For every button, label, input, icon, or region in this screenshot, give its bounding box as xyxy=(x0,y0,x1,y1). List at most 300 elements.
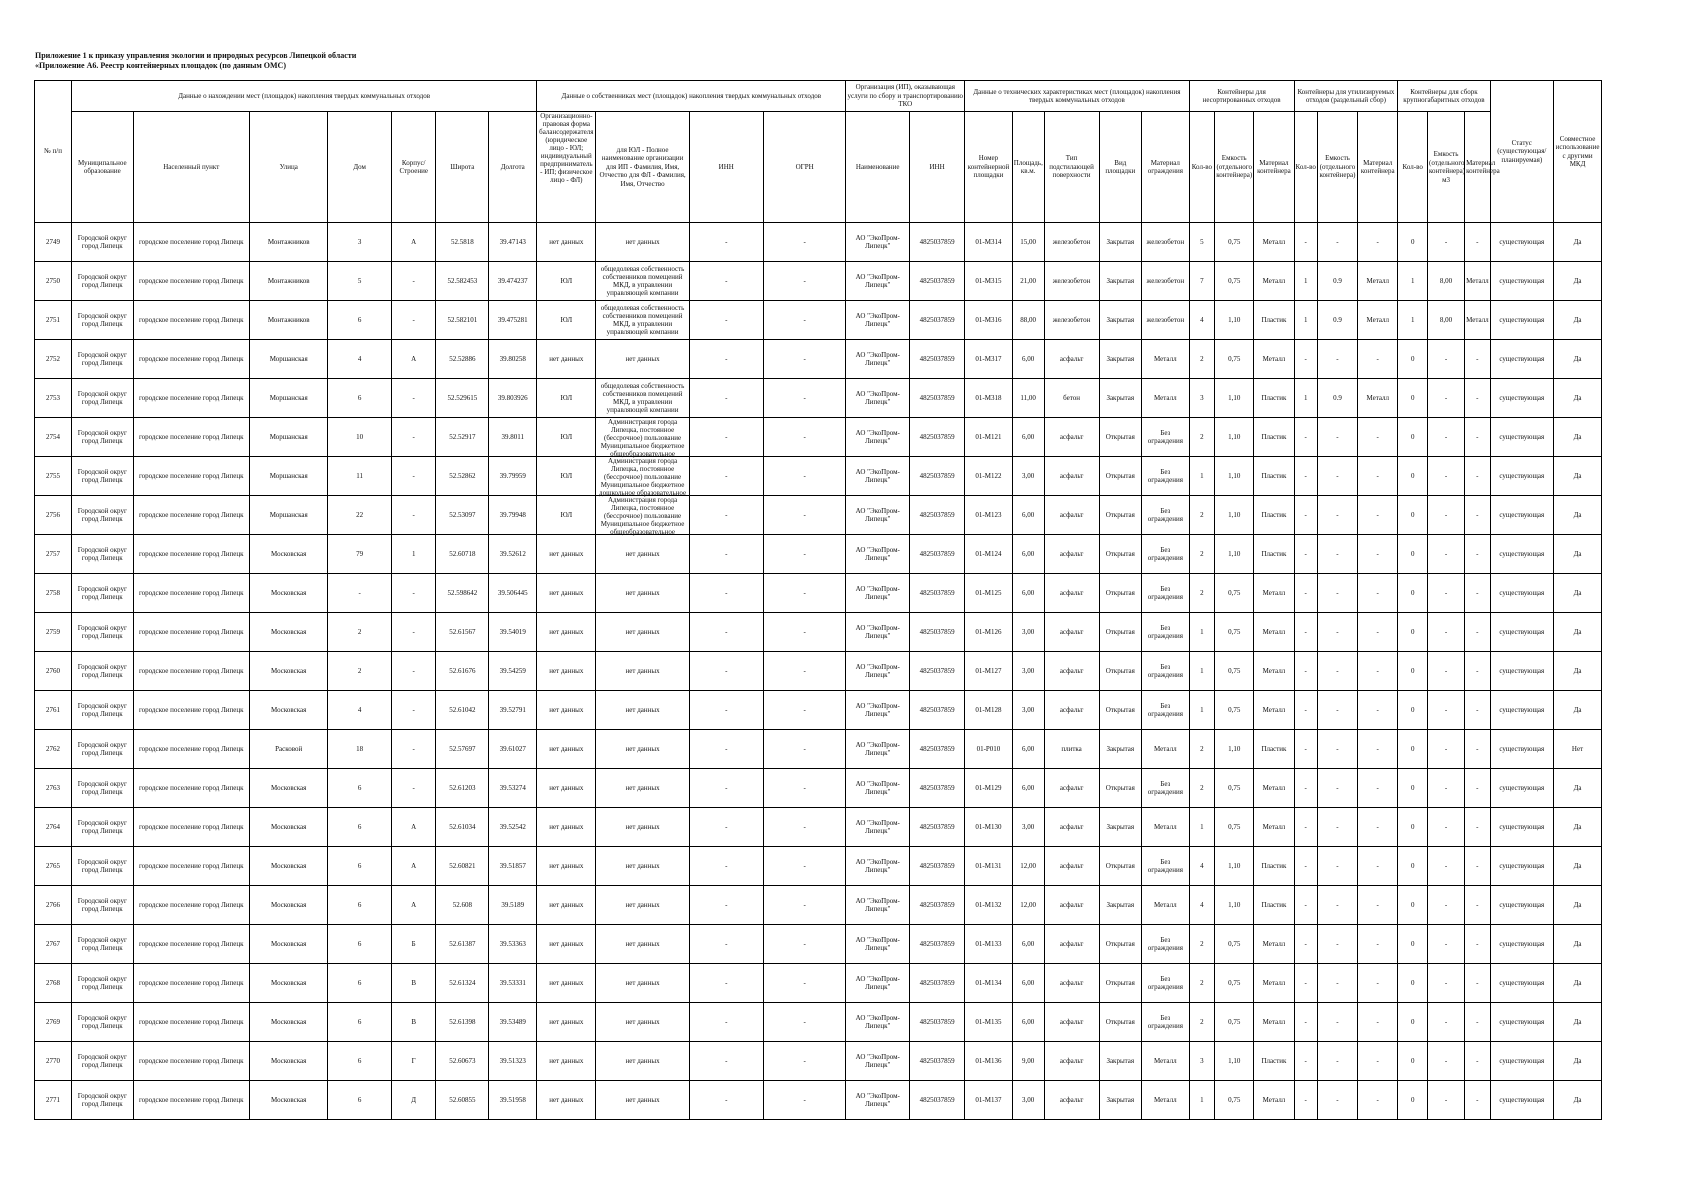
table-cell: 0,75 xyxy=(1215,652,1254,691)
table-cell: - xyxy=(1428,535,1465,574)
table-cell: 0 xyxy=(1398,730,1428,769)
owner-name-text: нет данных xyxy=(625,784,660,792)
table-cell: городское поселение город Липецк xyxy=(133,1081,250,1120)
table-cell: городское поселение город Липецк xyxy=(133,769,250,808)
table-cell: Металл xyxy=(1254,808,1294,847)
table-cell: Да xyxy=(1554,1042,1602,1081)
table-cell: 12,00 xyxy=(1012,886,1044,925)
table-cell: АО "ЭкоПром-Липецк" xyxy=(846,691,910,730)
table-cell: - xyxy=(1465,886,1490,925)
table-cell xyxy=(596,808,689,847)
table-cell xyxy=(596,223,689,262)
column-header: Тип подстилающей поверхности xyxy=(1044,112,1099,223)
table-cell: Пластик xyxy=(1254,535,1294,574)
table-cell: АО "ЭкоПром-Липецк" xyxy=(846,1081,910,1120)
table-cell: - xyxy=(1317,418,1357,457)
table-cell: 39.47143 xyxy=(489,223,537,262)
table-cell: городское поселение город Липецк xyxy=(133,925,250,964)
table-cell: 39.51958 xyxy=(489,1081,537,1120)
table-cell: Городской округ город Липецк xyxy=(72,652,133,691)
table-cell: бетон xyxy=(1044,379,1099,418)
table-cell: Московская xyxy=(250,535,328,574)
table-cell: - xyxy=(763,301,846,340)
table-cell: 01-М129 xyxy=(965,769,1013,808)
table-cell: Металл xyxy=(1141,730,1189,769)
table-cell: - xyxy=(689,964,763,1003)
table-cell: - xyxy=(1358,964,1398,1003)
table-cell: 6 xyxy=(328,808,392,847)
table-cell: Московская xyxy=(250,1081,328,1120)
table-cell: 39.54019 xyxy=(489,613,537,652)
table-cell: - xyxy=(391,418,435,457)
table-cell: 2 xyxy=(1189,340,1214,379)
table-cell: 2765 xyxy=(35,847,72,886)
table-cell: - xyxy=(1317,1003,1357,1042)
table-row xyxy=(35,730,1602,769)
table-cell: - xyxy=(1317,691,1357,730)
table-cell: АО "ЭкоПром-Липецк" xyxy=(846,730,910,769)
table-cell: 6 xyxy=(328,379,392,418)
table-cell: - xyxy=(1428,1081,1465,1120)
table-cell: Открытая xyxy=(1099,847,1141,886)
table-cell: 0 xyxy=(1398,1081,1428,1120)
table-cell: - xyxy=(1317,730,1357,769)
table-cell: 4825037859 xyxy=(910,223,965,262)
group-header-owners: Данные о собственниках мест (площадок) накопления твердых коммунальных отходов xyxy=(537,81,846,112)
table-cell: 52.61398 xyxy=(436,1003,489,1042)
table-cell: - xyxy=(689,1003,763,1042)
table-cell: 01-М130 xyxy=(965,808,1013,847)
table-cell: 0.9 xyxy=(1317,379,1357,418)
table-cell: существующая xyxy=(1490,574,1554,613)
table-cell: А xyxy=(391,223,435,262)
table-cell: 4825037859 xyxy=(910,691,965,730)
table-cell: Пластик xyxy=(1254,730,1294,769)
table-cell: 0 xyxy=(1398,535,1428,574)
registry-body xyxy=(35,223,1602,1120)
table-cell: - xyxy=(1465,730,1490,769)
table-cell: 10 xyxy=(328,418,392,457)
table-cell: 4825037859 xyxy=(910,301,965,340)
table-cell: Да xyxy=(1554,535,1602,574)
table-cell: Да xyxy=(1554,418,1602,457)
table-cell: городское поселение город Липецк xyxy=(133,457,250,496)
table-cell: АО "ЭкоПром-Липецк" xyxy=(846,613,910,652)
table-cell: 3 xyxy=(328,223,392,262)
table-cell: 39.79959 xyxy=(489,457,537,496)
table-cell: 0 xyxy=(1398,340,1428,379)
table-cell: Городской округ город Липецк xyxy=(72,964,133,1003)
table-cell: - xyxy=(1294,574,1317,613)
table-cell: 52.60855 xyxy=(436,1081,489,1120)
table-cell: 11 xyxy=(328,457,392,496)
column-header: Долгота xyxy=(489,112,537,223)
table-cell: Да xyxy=(1554,457,1602,496)
table-cell: 1 xyxy=(1294,379,1317,418)
column-header: ОГРН xyxy=(763,112,846,223)
table-cell: 01-М131 xyxy=(965,847,1013,886)
table-cell: - xyxy=(1465,613,1490,652)
table-cell: 1 xyxy=(1189,1081,1214,1120)
table-cell: 2 xyxy=(328,613,392,652)
table-cell: - xyxy=(763,457,846,496)
table-cell: 39.51857 xyxy=(489,847,537,886)
table-cell: Металл xyxy=(1358,379,1398,418)
table-cell: асфальт xyxy=(1044,1042,1099,1081)
table-cell: Городской округ город Липецк xyxy=(72,769,133,808)
column-header-row xyxy=(35,112,1602,223)
table-cell: 0 xyxy=(1398,496,1428,535)
table-cell: - xyxy=(763,613,846,652)
table-cell: 4825037859 xyxy=(910,730,965,769)
table-cell: - xyxy=(689,691,763,730)
table-cell: 01-М126 xyxy=(965,613,1013,652)
table-cell: Металл xyxy=(1254,262,1294,301)
table-cell: А xyxy=(391,808,435,847)
table-cell: 0 xyxy=(1398,1042,1428,1081)
table-cell: Моршанская xyxy=(250,379,328,418)
table-cell: 0,75 xyxy=(1215,574,1254,613)
owner-name-text: нет данных xyxy=(625,355,660,363)
table-cell: - xyxy=(689,808,763,847)
table-cell: 2 xyxy=(1189,769,1214,808)
table-cell: - xyxy=(391,769,435,808)
table-cell: 2752 xyxy=(35,340,72,379)
table-cell: - xyxy=(763,886,846,925)
table-cell: Городской округ город Липецк xyxy=(72,1003,133,1042)
table-cell: 0,75 xyxy=(1215,925,1254,964)
table-cell: - xyxy=(1358,418,1398,457)
table-cell: 0 xyxy=(1398,1003,1428,1042)
table-cell: - xyxy=(1317,925,1357,964)
table-cell: 6,00 xyxy=(1012,535,1044,574)
table-cell: Открытая xyxy=(1099,418,1141,457)
table-cell: Да xyxy=(1554,691,1602,730)
table-cell: Монтажников xyxy=(250,262,328,301)
table-cell: Да xyxy=(1554,808,1602,847)
table-cell: городское поселение город Липецк xyxy=(133,223,250,262)
table-cell: асфальт xyxy=(1044,496,1099,535)
table-cell: 01-М314 xyxy=(965,223,1013,262)
column-header: Емкость (отдельного контейнера) xyxy=(1215,112,1254,223)
table-cell: - xyxy=(1465,847,1490,886)
table-cell: - xyxy=(1294,1081,1317,1120)
table-cell: АО "ЭкоПром-Липецк" xyxy=(846,808,910,847)
table-cell: 3 xyxy=(1189,379,1214,418)
table-cell: 6 xyxy=(328,1003,392,1042)
table-cell: 0 xyxy=(1398,379,1428,418)
table-cell: Без ограждения xyxy=(1141,847,1189,886)
table-cell: существующая xyxy=(1490,730,1554,769)
table-cell: Московская xyxy=(250,808,328,847)
table-cell: 0,75 xyxy=(1215,223,1254,262)
table-cell: - xyxy=(1294,418,1317,457)
table-cell: 52.582453 xyxy=(436,262,489,301)
table-cell: существующая xyxy=(1490,769,1554,808)
table-row xyxy=(35,223,1602,262)
column-header: Корпус/Строение xyxy=(391,112,435,223)
table-cell: 39.5189 xyxy=(489,886,537,925)
group-header-bulky-containers: Контейнеры для сборк крупногабаритных отходов xyxy=(1398,81,1490,112)
owner-name-text: нет данных xyxy=(625,979,660,987)
table-row xyxy=(35,613,1602,652)
column-header: Материал контейнера xyxy=(1465,112,1490,223)
table-cell: 0 xyxy=(1398,418,1428,457)
table-cell: - xyxy=(763,340,846,379)
table-cell: Открытая xyxy=(1099,496,1141,535)
table-cell: 3,00 xyxy=(1012,808,1044,847)
table-cell: Да xyxy=(1554,652,1602,691)
table-cell: Д xyxy=(391,1081,435,1120)
table-cell: - xyxy=(1465,418,1490,457)
table-cell: городское поселение город Липецк xyxy=(133,964,250,1003)
table-cell: АО "ЭкоПром-Липецк" xyxy=(846,535,910,574)
table-cell xyxy=(596,496,689,535)
table-cell: существующая xyxy=(1490,535,1554,574)
table-cell: Городской округ город Липецк xyxy=(72,457,133,496)
table-cell: нет данных xyxy=(537,223,596,262)
column-header: Материал контейнера xyxy=(1254,112,1294,223)
table-cell: городское поселение город Липецк xyxy=(133,301,250,340)
table-cell: 4 xyxy=(328,340,392,379)
table-cell: - xyxy=(1317,340,1357,379)
table-cell: - xyxy=(1465,925,1490,964)
owner-name-text: нет данных xyxy=(625,706,660,714)
table-cell: нет данных xyxy=(537,691,596,730)
table-cell: существующая xyxy=(1490,847,1554,886)
table-cell: 0,75 xyxy=(1215,1003,1254,1042)
table-cell: Да xyxy=(1554,769,1602,808)
table-cell: 52.60821 xyxy=(436,847,489,886)
table-cell: 1 xyxy=(1398,301,1428,340)
column-header: Емкость (отдельного контейнера) м3 xyxy=(1428,112,1465,223)
table-cell: Без ограждения xyxy=(1141,574,1189,613)
table-cell: Металл xyxy=(1254,925,1294,964)
group-header-recyclable-containers: Контейнеры для утилизируемых отходов (раздельный сбор) xyxy=(1294,81,1398,112)
table-cell: - xyxy=(1317,886,1357,925)
table-cell: - xyxy=(1294,769,1317,808)
table-cell: 01-М123 xyxy=(965,496,1013,535)
owner-name-text: нет данных xyxy=(625,550,660,558)
table-cell: ЮЛ xyxy=(537,379,596,418)
table-cell: 6,00 xyxy=(1012,925,1044,964)
table-cell: - xyxy=(689,1081,763,1120)
table-cell: 4825037859 xyxy=(910,379,965,418)
table-cell: Металл xyxy=(1141,1081,1189,1120)
table-cell: Да xyxy=(1554,613,1602,652)
table-cell: Да xyxy=(1554,964,1602,1003)
table-cell: - xyxy=(1294,652,1317,691)
table-cell: - xyxy=(689,925,763,964)
table-cell: - xyxy=(1358,1003,1398,1042)
table-cell: 4825037859 xyxy=(910,886,965,925)
table-cell: Открытая xyxy=(1099,652,1141,691)
table-cell: 2760 xyxy=(35,652,72,691)
table-cell: 2759 xyxy=(35,613,72,652)
table-cell: 1,10 xyxy=(1215,418,1254,457)
table-cell: 6,00 xyxy=(1012,1003,1044,1042)
table-cell: Да xyxy=(1554,1081,1602,1120)
table-cell: Открытая xyxy=(1099,925,1141,964)
table-cell: - xyxy=(1358,496,1398,535)
table-cell: - xyxy=(1428,418,1465,457)
table-cell: - xyxy=(1294,457,1317,496)
table-cell: нет данных xyxy=(537,886,596,925)
table-cell: железобетон xyxy=(1141,223,1189,262)
table-cell: АО "ЭкоПром-Липецк" xyxy=(846,847,910,886)
table-cell: 39.52791 xyxy=(489,691,537,730)
table-cell: - xyxy=(1294,535,1317,574)
table-cell: - xyxy=(1358,886,1398,925)
table-cell: 4825037859 xyxy=(910,808,965,847)
table-cell: 52.61567 xyxy=(436,613,489,652)
table-cell: 1 xyxy=(1294,262,1317,301)
table-cell: 3,00 xyxy=(1012,1081,1044,1120)
table-cell: Пластик xyxy=(1254,379,1294,418)
table-row xyxy=(35,652,1602,691)
table-cell: - xyxy=(763,496,846,535)
table-cell: АО "ЭкоПром-Липецк" xyxy=(846,340,910,379)
table-cell: 8,00 xyxy=(1428,262,1465,301)
table-cell: Московская xyxy=(250,964,328,1003)
table-cell: 4 xyxy=(1189,847,1214,886)
table-cell: Металл xyxy=(1254,574,1294,613)
table-cell: 0 xyxy=(1398,925,1428,964)
table-cell: ЮЛ xyxy=(537,496,596,535)
table-cell: - xyxy=(689,418,763,457)
table-cell: Да xyxy=(1554,925,1602,964)
table-cell: - xyxy=(391,730,435,769)
table-cell: Московская xyxy=(250,1003,328,1042)
table-cell: Московская xyxy=(250,769,328,808)
group-header-tech: Данные о технических характеристиках мест (площадок) накопления твердых коммунальных отходов xyxy=(965,81,1190,112)
table-cell: - xyxy=(1317,964,1357,1003)
table-cell: - xyxy=(1428,574,1465,613)
table-cell: 2762 xyxy=(35,730,72,769)
table-cell: 1,10 xyxy=(1215,535,1254,574)
table-cell: 01-М128 xyxy=(965,691,1013,730)
table-cell: нет данных xyxy=(537,1081,596,1120)
table-cell: 2763 xyxy=(35,769,72,808)
table-cell: - xyxy=(763,769,846,808)
table-cell: существующая xyxy=(1490,457,1554,496)
table-cell: городское поселение город Липецк xyxy=(133,847,250,886)
table-cell: - xyxy=(1317,808,1357,847)
table-cell: нет данных xyxy=(537,1042,596,1081)
table-cell: 11,00 xyxy=(1012,379,1044,418)
table-cell xyxy=(596,964,689,1003)
table-cell: Пластик xyxy=(1254,301,1294,340)
table-cell: 01-М124 xyxy=(965,535,1013,574)
table-cell: 52.61034 xyxy=(436,808,489,847)
table-cell xyxy=(596,730,689,769)
table-cell: - xyxy=(1294,1042,1317,1081)
table-cell: Московская xyxy=(250,847,328,886)
owner-name-text: Администрация города Липецка, постоянное (бессрочное) пользование Муниципальное бюджетное общеобразовательное xyxy=(600,496,685,536)
table-cell: 0 xyxy=(1398,886,1428,925)
table-cell: 01-М317 xyxy=(965,340,1013,379)
table-cell: АО "ЭкоПром-Липецк" xyxy=(846,1042,910,1081)
column-header: Улица xyxy=(250,112,328,223)
table-cell xyxy=(596,262,689,301)
table-cell: нет данных xyxy=(537,925,596,964)
table-cell: - xyxy=(1428,1042,1465,1081)
table-cell: 2771 xyxy=(35,1081,72,1120)
table-cell: нет данных xyxy=(537,808,596,847)
table-cell: Без ограждения xyxy=(1141,691,1189,730)
table-row xyxy=(35,262,1602,301)
table-cell: - xyxy=(391,691,435,730)
table-cell: существующая xyxy=(1490,1081,1554,1120)
table-cell: 0,75 xyxy=(1215,1081,1254,1120)
table-cell xyxy=(596,535,689,574)
table-cell: Открытая xyxy=(1099,535,1141,574)
table-cell: Закрытая xyxy=(1099,1042,1141,1081)
table-cell: - xyxy=(1358,535,1398,574)
table-cell: 4825037859 xyxy=(910,340,965,379)
table-cell: 52.52862 xyxy=(436,457,489,496)
table-cell: Металл xyxy=(1465,301,1490,340)
table-cell: - xyxy=(1428,964,1465,1003)
table-cell: - xyxy=(1317,1042,1357,1081)
table-cell: 39.79948 xyxy=(489,496,537,535)
table-cell: 2753 xyxy=(35,379,72,418)
table-cell: нет данных xyxy=(537,613,596,652)
table-cell: Металл xyxy=(1254,691,1294,730)
table-cell: - xyxy=(1317,769,1357,808)
table-cell: 01-М137 xyxy=(965,1081,1013,1120)
table-cell: 6,00 xyxy=(1012,418,1044,457)
table-cell: - xyxy=(1358,847,1398,886)
table-cell: 21,00 xyxy=(1012,262,1044,301)
table-row xyxy=(35,457,1602,496)
table-cell: - xyxy=(689,223,763,262)
table-row xyxy=(35,691,1602,730)
table-cell: Моршанская xyxy=(250,457,328,496)
table-cell: - xyxy=(1428,613,1465,652)
table-cell: 0,75 xyxy=(1215,613,1254,652)
table-cell: Без ограждения xyxy=(1141,613,1189,652)
table-cell: городское поселение город Липецк xyxy=(133,574,250,613)
table-cell: 39.52612 xyxy=(489,535,537,574)
table-row xyxy=(35,379,1602,418)
table-cell: А xyxy=(391,340,435,379)
table-cell: 39.53331 xyxy=(489,964,537,1003)
table-cell: городское поселение город Липецк xyxy=(133,652,250,691)
owner-name-text: нет данных xyxy=(625,823,660,831)
table-cell: - xyxy=(1428,496,1465,535)
table-cell: Московская xyxy=(250,925,328,964)
table-cell: - xyxy=(689,886,763,925)
table-cell xyxy=(596,1042,689,1081)
table-cell: - xyxy=(1358,925,1398,964)
table-cell: Закрытая xyxy=(1099,730,1141,769)
column-header: Совместное использование с другими МКД xyxy=(1554,81,1602,223)
table-cell: 4825037859 xyxy=(910,574,965,613)
table-cell: - xyxy=(391,613,435,652)
table-cell: 2754 xyxy=(35,418,72,457)
table-cell: - xyxy=(1428,457,1465,496)
table-cell: - xyxy=(1294,925,1317,964)
table-cell: - xyxy=(689,535,763,574)
table-cell: существующая xyxy=(1490,1042,1554,1081)
table-cell: городское поселение город Липецк xyxy=(133,886,250,925)
table-cell: Пластик xyxy=(1254,1042,1294,1081)
table-cell: - xyxy=(689,574,763,613)
table-cell: - xyxy=(1465,340,1490,379)
table-cell: 2769 xyxy=(35,1003,72,1042)
table-cell: 01-М127 xyxy=(965,652,1013,691)
